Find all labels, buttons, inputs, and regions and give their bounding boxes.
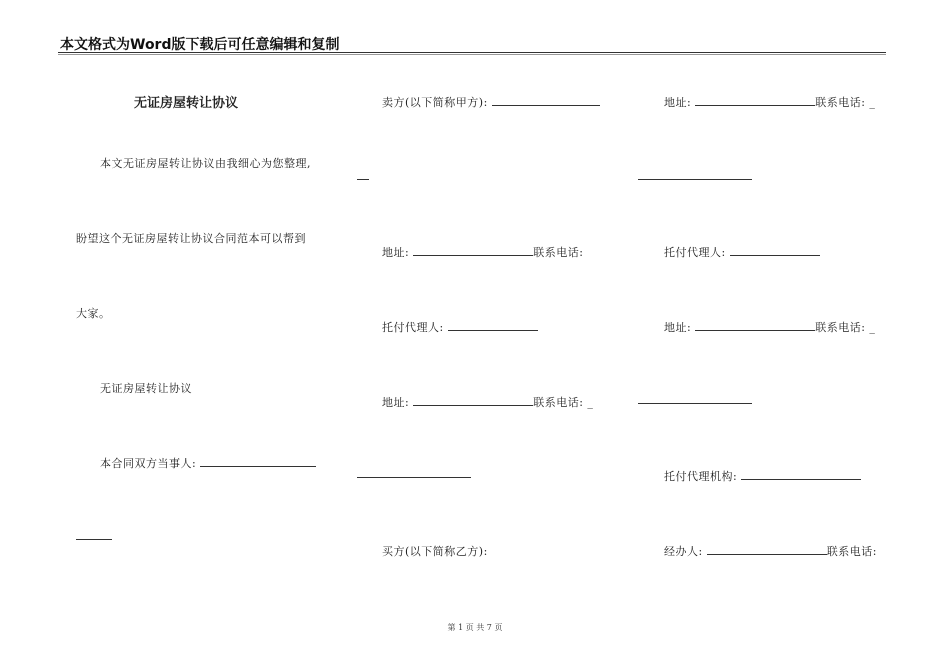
blank-line [357,179,369,180]
agent-address-row: 地址: 联系电话: _ [664,321,876,334]
header-rule [58,52,886,53]
seller-agent-blank [448,320,538,331]
address-blank [695,95,815,106]
document-header: 本文格式为Word版下载后可任意编辑和复制 [60,37,340,53]
intro-paragraph-line-3: 大家。 [76,307,111,320]
seller-agent-address-blank [413,395,533,406]
seller-label: 卖方(以下简称甲方): [382,94,600,110]
address-row: 地址: 联系电话: _ [664,96,876,109]
buyer-label: 买方(以下简称乙方): [382,545,488,558]
section-heading: 无证房屋转让协议 [100,382,192,395]
intro-paragraph-line-2: 盼望这个无证房屋转让协议合同范本可以帮到 [76,232,306,245]
agency-row: 托付代理机构: [664,468,861,484]
blank-line [638,179,752,180]
blank-line [638,403,752,404]
blank-line [357,477,471,478]
agent-blank [730,245,820,256]
parties-blank [200,456,316,467]
seller-address-blank [413,245,533,256]
document-title: 无证房屋转让协议 [134,96,239,111]
seller-agent-row: 托付代理人: [382,319,538,335]
agency-blank [741,469,861,480]
blank-line [76,539,112,540]
seller-agent-address-row: 地址: 联系电话: _ [382,396,594,409]
seller-blank [492,95,600,106]
header-rule-secondary [58,54,886,55]
parties-label: 本合同双方当事人: [100,455,316,471]
agent-address-blank [695,320,815,331]
agent-row: 托付代理人: [664,244,820,260]
intro-paragraph-line-1: 本文无证房屋转让协议由我细心为您整理, [100,157,311,170]
handler-row: 经办人: 联系电话: [664,545,877,558]
handler-blank [707,544,827,555]
page-number: 第 1 页 共 7 页 [447,623,503,632]
seller-address-row: 地址: 联系电话: [382,246,584,259]
